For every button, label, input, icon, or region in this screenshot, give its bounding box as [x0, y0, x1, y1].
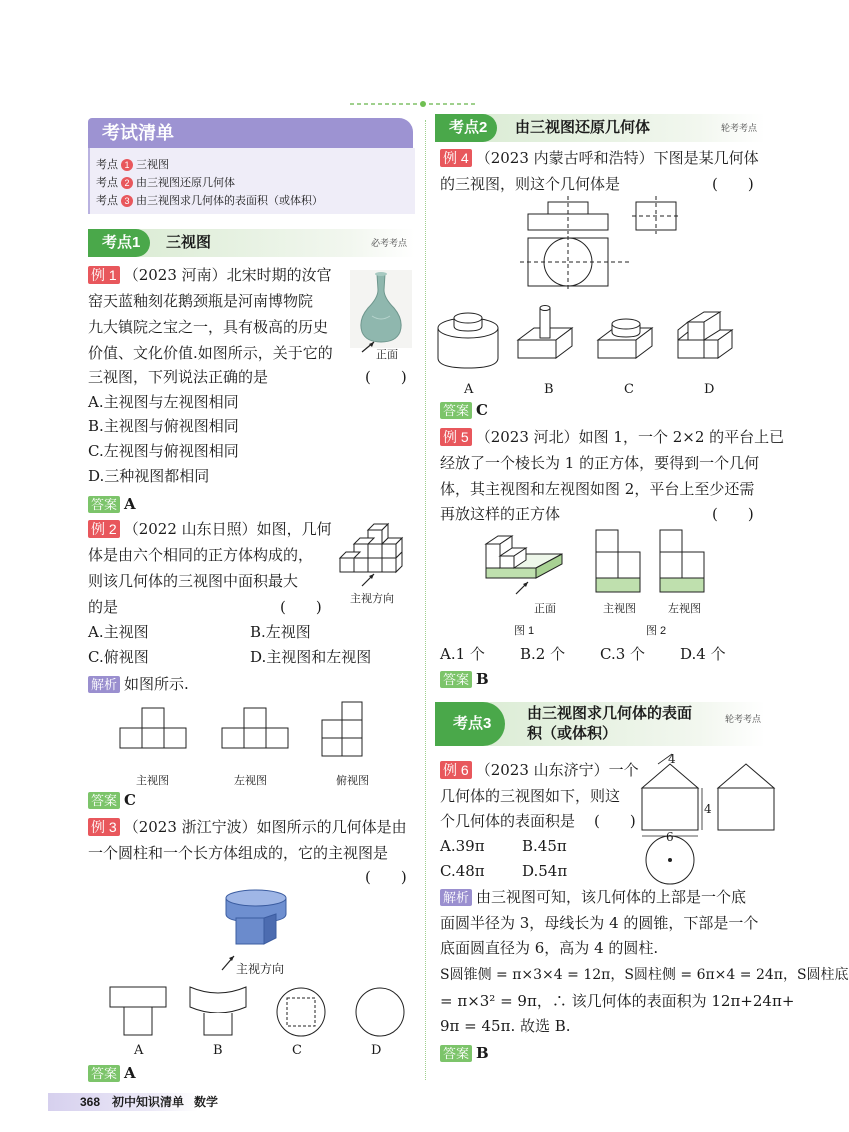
ex2-line: 例 2 （2022 山东日照）如图，几何 [88, 516, 332, 542]
ex5-line: 再放这样的正方体 [440, 505, 561, 523]
ex6-analysis-line: 9π = 45π. 故选 B. [440, 1017, 571, 1035]
ex6-line: 个几何体的表面积是 [440, 812, 576, 830]
kp1-title: 三视图 [166, 234, 212, 251]
ex4-paren: ( ) [712, 175, 754, 193]
ex3-choice-label[interactable]: C [292, 1043, 302, 1058]
exam-list-title: 考试清单 [102, 123, 174, 143]
top-decoration [350, 93, 500, 99]
kp1-badge: 考点1 [88, 229, 150, 257]
ex6-option[interactable]: D.54π [522, 862, 568, 880]
kp2-title: 由三视图还原几何体 [515, 119, 651, 136]
ex4-answer: 答案 C [440, 397, 488, 423]
kp3-title-line: 积（或体积） [527, 725, 618, 742]
ex1-option[interactable]: A.主视图与左视图相同 [88, 393, 239, 411]
ex4-views-figure [520, 196, 690, 290]
exam-list-box [88, 118, 413, 214]
ex1-line: 价值、文化价值.如图所示，关于它的 [88, 344, 333, 362]
ex2-analysis-tag: 解析 [88, 676, 120, 693]
kp3-title-line: 由三视图求几何体的表面 [527, 705, 693, 722]
ex5-fig2 [594, 528, 724, 598]
ex6-analysis-line: 底面圆直径为 6，高为 4 的圆柱. [440, 939, 659, 957]
ex4-choice-label[interactable]: C [624, 382, 634, 397]
ex5-view-label: 左视图 [668, 603, 701, 615]
ex6-paren: ( ) [594, 812, 636, 830]
ex1-answer-tag: 答案 [88, 496, 120, 513]
ex4-line: 的三视图，则这个几何体是 [440, 175, 621, 193]
ex2-line: 则该几何体的三视图中面积最大 [88, 572, 299, 590]
ex6-option[interactable]: A.39π [440, 837, 485, 855]
kp2-badge: 考点2 [435, 114, 497, 142]
exam-list-item[interactable]: 考点 3 由三视图求几何体的表面积（或体积） [96, 195, 323, 207]
ex3-choices-figure [108, 985, 408, 1041]
ex1-option[interactable]: B.主视图与俯视图相同 [88, 417, 239, 435]
ex5-option[interactable]: C.3 个 [600, 645, 646, 663]
ex3-paren: ( ) [365, 868, 407, 886]
ex6-line: 几何体的三视图如下，则这 [440, 787, 621, 805]
ex2-paren: ( ) [280, 598, 322, 616]
ex2-option[interactable]: A.主视图 [88, 623, 149, 641]
ex6-answer: 答案 B [440, 1040, 489, 1066]
ex2-view-label: 俯视图 [336, 775, 369, 787]
ex1-answer: 答案 A [88, 491, 136, 517]
ex5-fig-label: 图 2 [646, 625, 667, 637]
ex4-choices-figure [432, 300, 772, 380]
ex2-line: 体是由六个相同的正方体构成的， [88, 546, 314, 564]
ex2-option[interactable]: D.主视图和左视图 [250, 648, 372, 666]
ex4-tag: 例 4 [440, 149, 472, 167]
ex1-option[interactable]: C.左视图与俯视图相同 [88, 442, 239, 460]
ex2-line: 的是 [88, 598, 119, 616]
ex3-choice-label[interactable]: A [134, 1043, 144, 1058]
ex6-option[interactable]: C.48π [440, 862, 485, 880]
ex6-dim: 4 [668, 752, 676, 766]
ex2-direction-label: 主视方向 [350, 593, 394, 605]
ex6-analysis-line: = π×3² = 9π，∴ 该几何体的表面积为 12π+24π+ [440, 992, 795, 1010]
ex5-view-label: 主视图 [603, 603, 636, 615]
ex1-paren: ( ) [365, 368, 407, 386]
ex6-analysis-line: 面圆半径为 3，母线长为 4 的圆锥，下部是一个 [440, 914, 759, 932]
ex5-fig1-arrow [514, 580, 534, 596]
kp1-freq: 必考考点 [370, 238, 407, 248]
ex5-front-label: 正面 [534, 603, 556, 615]
ex6-dim: 6 [666, 830, 674, 844]
ex5-answer: 答案 B [440, 666, 489, 692]
ex5-fig-label: 图 1 [514, 625, 535, 637]
footer-page-number: 368 [80, 1095, 101, 1109]
exam-list-item[interactable]: 考点 2 由三视图还原几何体 [96, 177, 235, 189]
kp2-freq: 轮考考点 [720, 123, 757, 133]
ex6-option[interactable]: B.45π [522, 837, 567, 855]
ex1-front-label: 正面 [376, 349, 398, 361]
ex3-line: 一个圆柱和一个长方体组成的，它的主视图是 [88, 844, 389, 862]
ex1-line: 窑天蓝釉刻花鹅颈瓶是河南博物院 [88, 292, 314, 310]
ex1-tag: 例 1 [88, 266, 120, 284]
ex6-analysis-tag: 解析 [440, 889, 472, 906]
footer-book-title: 初中知识清单 [112, 1095, 185, 1109]
ex6-tag: 例 6 [440, 761, 472, 779]
ex4-line: 例 4 （2023 内蒙古呼和浩特）下图是某几何体 [440, 145, 759, 171]
ex5-tag: 例 5 [440, 428, 472, 446]
ex2-view-label: 主视图 [136, 775, 169, 787]
ex5-paren: ( ) [712, 505, 754, 523]
ex6-line: 例 6 （2023 山东济宁）一个 [440, 757, 639, 783]
ex2-tag: 例 2 [88, 520, 120, 538]
ex3-direction-arrow [218, 952, 238, 972]
ex3-choice-label[interactable]: D [371, 1043, 382, 1058]
kp3-freq: 轮考考点 [724, 714, 761, 724]
column-divider [425, 120, 426, 1080]
kp3-badge: 考点3 [435, 702, 505, 746]
ex2-analysis: 解析 如图所示. [88, 671, 189, 697]
ex4-choice-label[interactable]: D [704, 382, 715, 397]
ex2-answer-tag: 答案 [88, 792, 120, 809]
ex4-choice-label[interactable]: B [544, 382, 554, 397]
ex5-option[interactable]: B.2 个 [520, 645, 566, 663]
exam-list-item[interactable]: 考点 1 三视图 [96, 159, 169, 171]
ex2-answer: 答案 C [88, 787, 136, 813]
ex3-choice-label[interactable]: B [213, 1043, 223, 1058]
ex2-view-label: 左视图 [234, 775, 267, 787]
kp1-header [88, 229, 415, 257]
ex5-option[interactable]: D.4 个 [680, 645, 726, 663]
ex2-option[interactable]: C.俯视图 [88, 648, 149, 666]
ex5-answer-tag: 答案 [440, 671, 472, 688]
ex1-option[interactable]: D.三种视图都相同 [88, 467, 210, 485]
ex5-line: 例 5 （2023 河北）如图 1，一个 2×2 的平台上已 [440, 424, 784, 450]
vase-image [350, 270, 412, 348]
ex6-analysis-line: S圆锥侧 = π×3×4 = 12π，S圆柱侧 = 6π×4 = 24π，S圆柱底 [440, 967, 849, 983]
ex1-line: 九大镇院之宝之一，具有极高的历史 [88, 318, 329, 336]
ex2-direction-arrow [360, 572, 378, 588]
ex3-solid-figure [222, 888, 292, 948]
ex1-line: 三视图，下列说法正确的是 [88, 368, 269, 386]
ex6-answer-tag: 答案 [440, 1045, 472, 1062]
ex4-answer-tag: 答案 [440, 402, 472, 419]
ex1-line: 例 1 （2023 河南）北宋时期的汝官 [88, 262, 332, 288]
ex5-option[interactable]: A.1 个 [440, 645, 485, 663]
ex3-line: 例 3 （2023 浙江宁波）如图所示的几何体是由 [88, 814, 407, 840]
ex2-cubes-figure [338, 520, 418, 580]
ex5-line: 体，其主视图和左视图如图 2，平台上至少还需 [440, 480, 755, 498]
ex3-direction-label: 主视方向 [236, 962, 285, 976]
footer-subject: 数学 [194, 1095, 219, 1109]
ex4-choice-label[interactable]: A [464, 382, 474, 397]
kp2-header [435, 114, 765, 142]
ex2-option[interactable]: B.左视图 [250, 623, 311, 641]
ex6-dim: 4 [704, 802, 712, 816]
kp3-header [435, 702, 765, 746]
ex3-answer: 答案 A [88, 1060, 136, 1086]
ex5-line: 经放了一个棱长为 1 的正方体，要得到一个几何 [440, 454, 760, 472]
ex3-tag: 例 3 [88, 818, 120, 836]
ex6-analysis: 解析 由三视图可知，该几何体的上部是一个底 [440, 884, 746, 910]
ex3-answer-tag: 答案 [88, 1065, 120, 1082]
ex2-views-figure [120, 700, 380, 770]
ex6-views-figure [636, 760, 776, 880]
